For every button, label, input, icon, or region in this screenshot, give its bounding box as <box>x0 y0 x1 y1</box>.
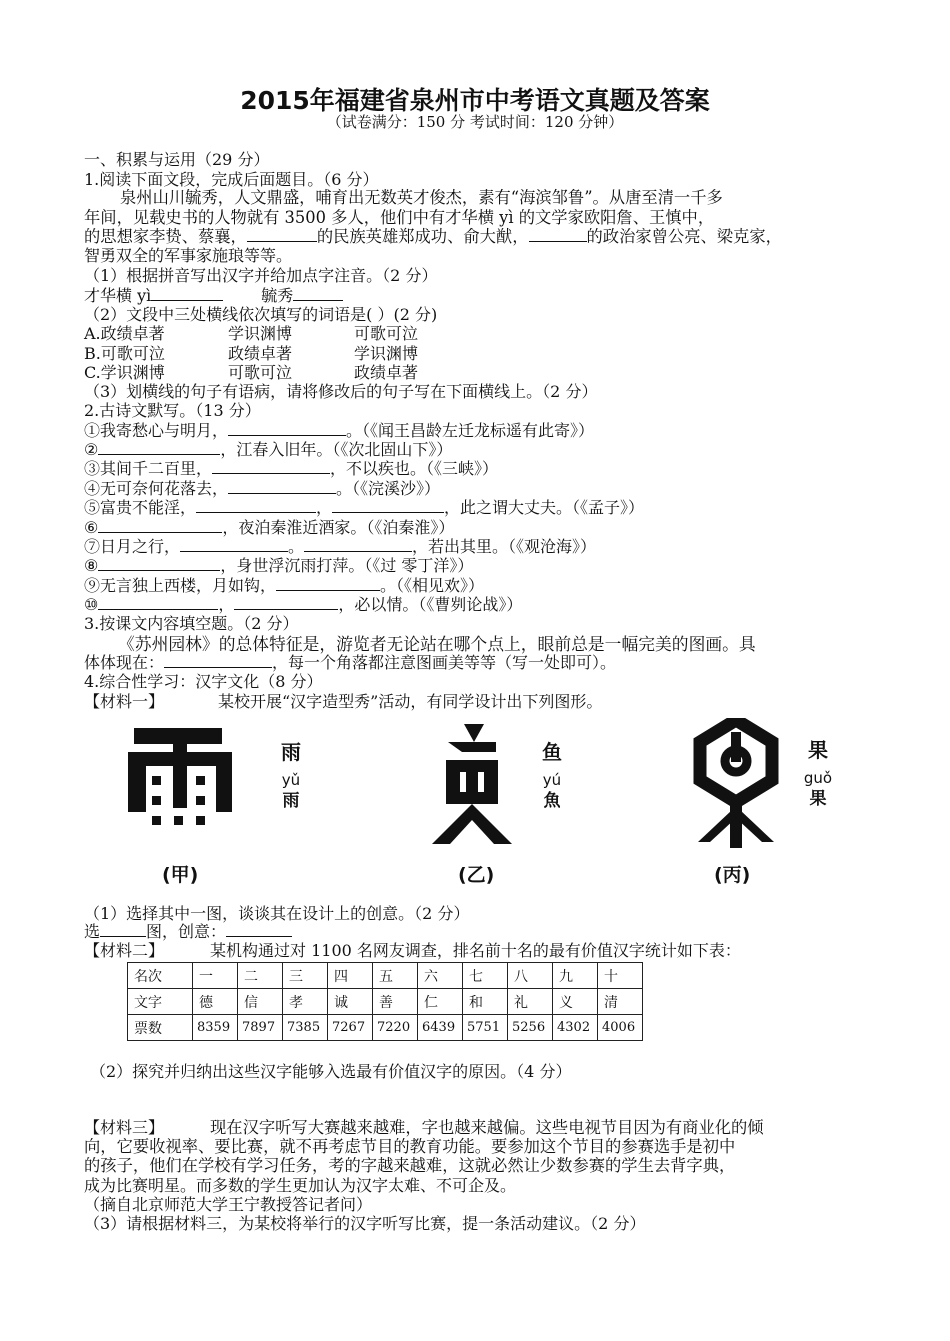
answer-blank[interactable] <box>332 498 444 513</box>
row-header: 票数 <box>128 1015 193 1041</box>
table-cell: 二 <box>238 963 283 989</box>
figure-caption-jia: (甲) <box>162 864 199 886</box>
answer-blank[interactable] <box>164 653 272 668</box>
table-cell: 7385 <box>283 1015 328 1041</box>
poem-line: ⑦日月之行， 。 ，若出其里。（《观沧海》） <box>84 537 597 556</box>
material-3-label: 【材料三】 <box>84 1118 165 1137</box>
option-b-b: 政绩卓著 <box>228 344 293 363</box>
answer-blank[interactable] <box>212 459 330 474</box>
answer-blank[interactable] <box>98 440 220 455</box>
table-cell: 礼 <box>508 989 553 1015</box>
material-1-text: 某校开展“汉字造型秀”活动，有同学设计出下列图形。 <box>218 692 603 711</box>
fruit-ancient-char: 果 <box>808 738 828 762</box>
poem-line: ⑨无言独上西楼，月如钩， 。（《相见欢》） <box>84 576 485 595</box>
answer-blank[interactable] <box>304 537 412 552</box>
fruit-design-figure <box>690 718 782 850</box>
section-heading: 一、积累与运用（29 分） <box>84 150 270 169</box>
fish-body-stroke <box>446 760 498 804</box>
material-3-line: 向，它要收视率、要比赛，就不再考虑节目的教育功能。要参加这个节目的参赛选手是初中 <box>84 1137 736 1156</box>
option-a-b: 学识渊博 <box>228 324 293 343</box>
material-3-line: 现在汉字听写大赛越来越难，字也越来越偏。这些电视节目因为有商业化的倾 <box>210 1118 764 1137</box>
material-2-label: 【材料二】 <box>84 941 165 960</box>
rain-drop <box>196 796 205 805</box>
answer-blank[interactable] <box>234 595 338 610</box>
row-header: 文字 <box>128 989 193 1015</box>
page-title: 2015年福建省泉州市中考语文真题及答案 <box>240 86 710 115</box>
table-cell: 7267 <box>328 1015 373 1041</box>
table-cell: 三 <box>283 963 328 989</box>
material-3-line: 成为比赛明星。而多数的学生更加认为汉字太难、不可企及。 <box>84 1176 517 1195</box>
table-cell: 六 <box>418 963 463 989</box>
option-b-c: 学识渊博 <box>354 344 419 363</box>
fish-ancient-char: 鱼 <box>542 740 562 764</box>
rain-drop <box>174 816 183 825</box>
table-cell: 5256 <box>508 1015 553 1041</box>
passage-line: 智勇双全的军事家施琅等等。 <box>84 246 293 265</box>
choice-line: 选 图，创意： <box>84 922 292 942</box>
rain-drop <box>196 776 205 785</box>
answer-blank[interactable] <box>151 286 223 301</box>
fish-head-stroke <box>464 724 484 742</box>
answer-blank[interactable] <box>180 537 288 552</box>
passage-text: 的思想家李贽、蔡襄， <box>84 227 247 246</box>
ranking-table <box>127 962 643 1041</box>
answer-blank[interactable] <box>228 421 346 436</box>
rain-design-figure <box>126 722 238 838</box>
table-cell: 信 <box>238 989 283 1015</box>
fruit-char: 果 <box>809 789 827 809</box>
rain-drop <box>152 796 161 805</box>
option-c: C.学识渊博 <box>84 363 165 382</box>
table-cell: 4006 <box>598 1015 643 1041</box>
pinyin-line <box>84 286 343 306</box>
passage-text: 的政治家曾公亮、梁克家， <box>586 227 782 246</box>
option-c-b: 可歌可泣 <box>228 363 293 382</box>
answer-blank[interactable] <box>196 498 316 513</box>
table-cell: 8359 <box>193 1015 238 1041</box>
table-cell: 德 <box>193 989 238 1015</box>
option-c-c: 政绩卓著 <box>354 363 419 382</box>
q3-line: 体体现在： ，每一个角落都注意图画美等等（写一处即可）。 <box>84 653 617 672</box>
poem-line: ①我寄愁心与明月， 。（《闻王昌龄左迁龙标遥有此寄》） <box>84 421 595 440</box>
sub-text: 毓秀 <box>261 286 294 305</box>
table-cell: 诚 <box>328 989 373 1015</box>
table-row <box>128 963 643 989</box>
answer-blank[interactable] <box>98 556 220 571</box>
poem-line: ⑩ ， ，必以情。（《曹刿论战》） <box>84 595 523 614</box>
table-cell: 五 <box>373 963 418 989</box>
table-cell: 和 <box>463 989 508 1015</box>
passage-line: 年间，见载史书的人物就有 3500 多人，他们中有才华横 yì 的文学家欧阳詹、王慎中， <box>84 208 715 227</box>
figure-caption-bing: (丙) <box>714 864 751 886</box>
rain-drop <box>152 816 161 825</box>
poem-line: ⑤富贵不能淫， ， ，此之谓大丈夫。（《孟子》） <box>84 498 645 517</box>
table-cell: 十 <box>598 963 643 989</box>
fruit-pinyin: guǒ <box>803 769 833 787</box>
table-cell: 清 <box>598 989 643 1015</box>
table-cell: 7897 <box>238 1015 283 1041</box>
answer-blank[interactable] <box>228 479 336 494</box>
sub-question: （3）划横线的句子有语病，请将修改后的句子写在下面横线上。（2 分） <box>84 382 598 401</box>
answer-blank[interactable] <box>293 286 343 301</box>
poem-line: ⑥ ，夜泊秦淮近酒家。（《泊秦淮》） <box>84 518 455 537</box>
poem-line: ② ，江春入旧年。（《次北固山下》） <box>84 440 453 459</box>
table-cell: 仁 <box>418 989 463 1015</box>
rain-char: 雨 <box>282 791 300 811</box>
answer-blank[interactable] <box>100 922 146 937</box>
question-1-stem: 1.阅读下面文段，完成后面题目。（6 分） <box>84 170 379 189</box>
sub-question: （1）选择其中一图，谈谈其在设计上的创意。（2 分） <box>84 904 470 923</box>
answer-blank[interactable] <box>98 595 218 610</box>
answer-blank[interactable] <box>98 518 222 533</box>
table-cell: 7220 <box>373 1015 418 1041</box>
sub-question: （1）根据拼音写出汉字并给加点字注音。（2 分） <box>84 266 438 285</box>
answer-blank[interactable] <box>247 227 317 242</box>
material-2-text: 某机构通过对 1100 名网友调查，排名前十名的最有价值汉字统计如下表： <box>210 941 741 960</box>
material-3-line: 的孩子，他们在学校有学习任务，考的字越来越难，这就必然让少数参赛的学生去背字典， <box>84 1156 736 1175</box>
table-row <box>128 1015 643 1041</box>
table-cell: 5751 <box>463 1015 508 1041</box>
sub-question: （2）文段中三处横线依次填写的词语是( ）(2 分) <box>84 305 438 324</box>
poem-line: ③其间千二百里， ，不以疾也。（《三峡》） <box>84 459 499 478</box>
fish-top-stroke <box>448 742 496 752</box>
passage-text: 的民族英雄郑成功、俞大猷， <box>316 227 529 246</box>
sub-question: （2）探究并归纳出这些汉字能够入选最有价值汉字的原因。（4 分） <box>90 1062 572 1081</box>
fish-design-figure <box>426 720 518 848</box>
passage-line: 泉州山川毓秀，人文鼎盛，哺育出无数英才俊杰，素有“海滨邹鲁”。从唐至清一千多 <box>120 188 723 207</box>
answer-blank[interactable] <box>276 576 380 591</box>
fish-pinyin: yú <box>542 771 562 789</box>
rain-ancient-char: 雨 <box>281 740 301 764</box>
passage-line <box>84 227 782 247</box>
sub-question: （3）请根据材料三，为某校将举行的汉字听写比赛，提一条活动建议。（2 分） <box>84 1214 646 1233</box>
rain-drop <box>174 776 183 785</box>
table-cell: 义 <box>553 989 598 1015</box>
table-cell: 6439 <box>418 1015 463 1041</box>
table-cell: 孝 <box>283 989 328 1015</box>
rain-drop <box>152 776 161 785</box>
rain-right-stroke <box>216 752 232 812</box>
table-cell: 八 <box>508 963 553 989</box>
table-cell: 九 <box>553 963 598 989</box>
table-cell: 四 <box>328 963 373 989</box>
option-a: A.政绩卓著 <box>84 324 165 343</box>
fish-char: 魚 <box>543 791 561 811</box>
answer-blank[interactable] <box>529 227 587 242</box>
fruit-trunk-stroke <box>730 802 742 848</box>
rain-pinyin: yǔ <box>281 771 301 789</box>
question-4-stem: 4.综合性学习：汉字文化（8 分） <box>84 672 323 691</box>
row-header: 名次 <box>128 963 193 989</box>
fish-tail-stroke <box>432 804 512 844</box>
option-a-c: 可歌可泣 <box>354 324 419 343</box>
table-cell: 4302 <box>553 1015 598 1041</box>
fruit-stem-stroke <box>731 732 741 762</box>
question-2-stem: 2.古诗文默写。（13 分） <box>84 401 261 420</box>
exam-subtitle: （试卷满分：150 分 考试时间：120 分钟） <box>326 113 624 131</box>
figure-caption-yi: (乙) <box>458 864 495 886</box>
q3-line: 《苏州园林》的总体特征是，游览者无论站在哪个点上，眼前总是一幅完美的图画。具 <box>118 634 756 654</box>
table-cell: 善 <box>373 989 418 1015</box>
option-b: B.可歌可泣 <box>84 344 165 363</box>
table-cell: 一 <box>193 963 238 989</box>
table-row <box>128 989 643 1015</box>
material-1-label: 【材料一】 <box>84 692 165 711</box>
answer-blank[interactable] <box>226 922 292 937</box>
rain-drop <box>196 816 205 825</box>
table-cell: 七 <box>463 963 508 989</box>
question-3-stem: 3.按课文内容填空题。（2 分） <box>84 614 299 633</box>
material-3-source: （摘自北京师范大学王宁教授答记者问） <box>84 1195 373 1214</box>
poem-line: ⑧ ，身世浮沉雨打萍。（《过 零丁洋》） <box>84 556 474 575</box>
sub-text: 才华横 yì <box>84 286 152 305</box>
rain-drop <box>174 796 183 805</box>
poem-line: ④无可奈何花落去， 。（《浣溪沙》） <box>84 479 441 498</box>
